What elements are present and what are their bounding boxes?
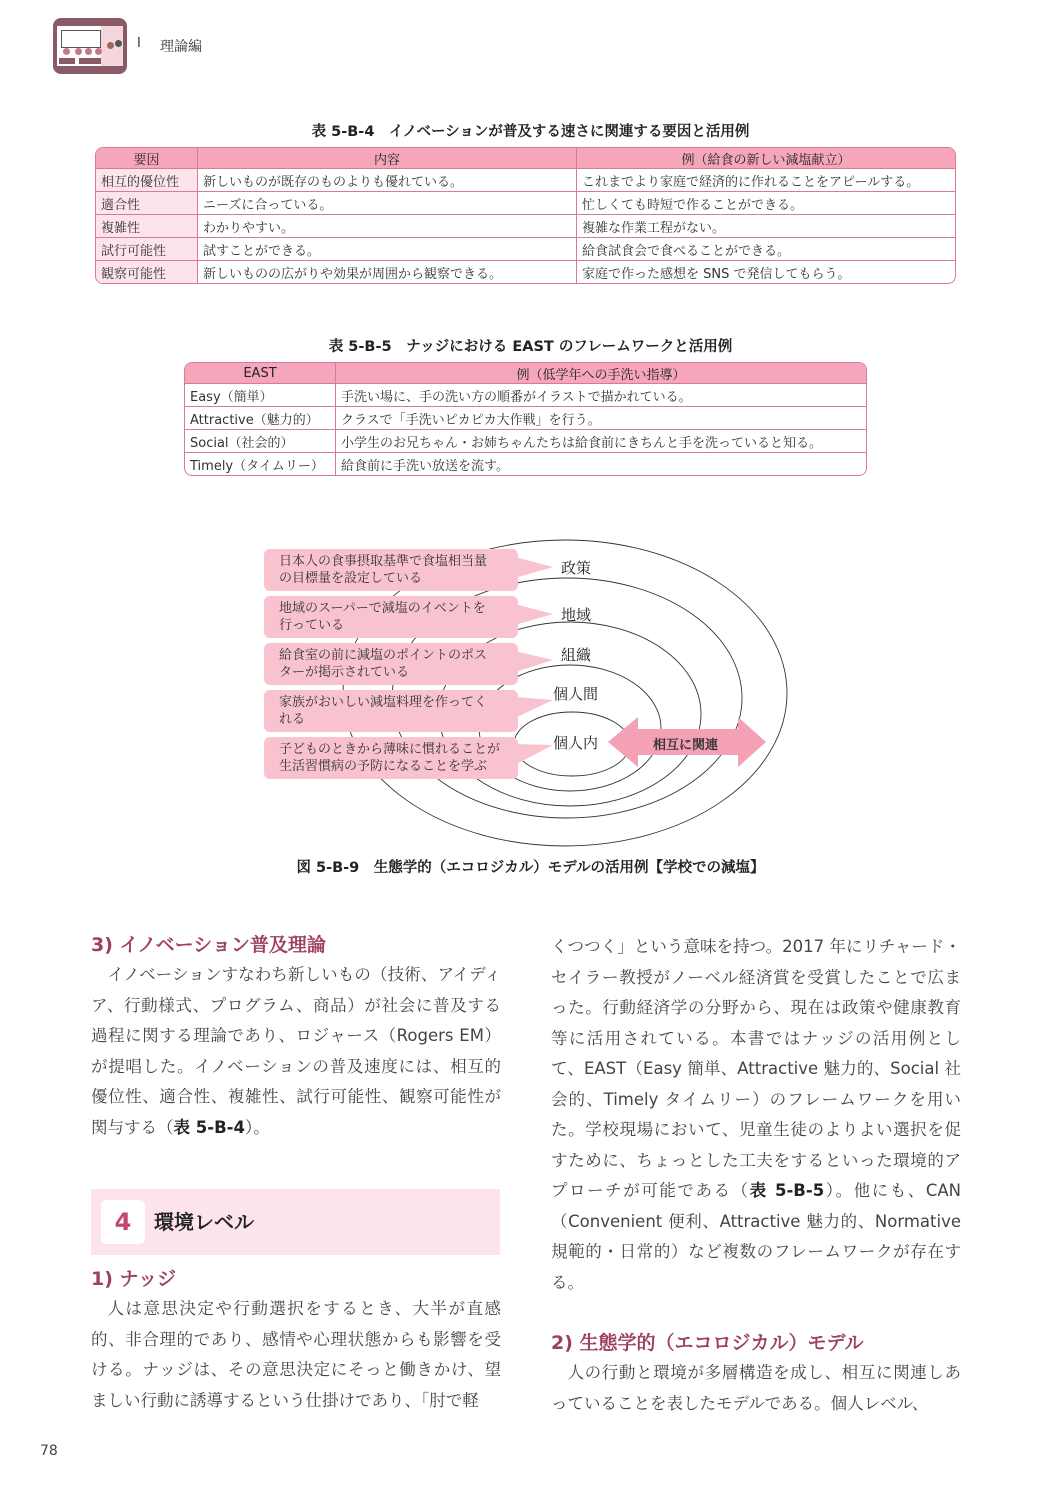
- bubble-pointer: [515, 557, 553, 578]
- example-line: 行っている: [279, 618, 345, 633]
- table1-cell: 複雑な作業工程がない。: [577, 215, 955, 238]
- example-line: 給食室の前に減塩のポイントのポス: [279, 648, 488, 663]
- table2-header: EAST: [185, 363, 336, 384]
- table1-cell: わかりやすい。: [198, 215, 577, 238]
- table1-cell: 新しいものの広がりや効果が周囲から観察できる。: [198, 261, 577, 283]
- table1-cell: 給食試食会で食べることができる。: [577, 238, 955, 261]
- table1-header: 要因: [96, 148, 198, 169]
- table1-cell: ニーズに合っている。: [198, 192, 577, 215]
- section-4-banner: [91, 1189, 500, 1255]
- paragraph-text: くつつく」という意味を持つ。2017 年にリチャード・セイラー教授がノーベル経済賞を受賞したことで広まった。行動経済学の分野から、現在は政策や健康教育等に活用されている。本書ではナッジの活用例として、EAST（Easy 簡単、Attractive 魅力的、Social 社会的、Timely タイムリー）のフレームワークを用いた。学校現場において、児童生徒のよりよい選択を促すために、ちょっとした工夫をするといった環境的アプローチが可能である（: [551, 937, 961, 1200]
- table-reference-link[interactable]: 表 5-B-5: [749, 1181, 825, 1200]
- table1-caption: 表 5-B-4 イノベーションが普及する速さに関連する要因と活用例: [311, 124, 750, 140]
- table2-caption: 表 5-B-5 ナッジにおける EAST のフレームワークと活用例: [328, 339, 733, 355]
- level-example-intrapersonal: [264, 737, 518, 779]
- level-example-organization: [264, 643, 518, 685]
- table2-cell: クラスで「手洗いピカピカ大作戦」を行う。: [336, 407, 866, 430]
- table1-cell: 忙しくても時短で作ることができる。: [577, 192, 955, 215]
- section-heading-ecological: 2) 生態学的（エコロジカル）モデル: [551, 1332, 864, 1354]
- table1-cell: 新しいものが既存のものよりも優れている。: [198, 169, 577, 192]
- example-line: れる: [279, 712, 306, 727]
- example-line: 家族がおいしい減塩料理を作ってく: [279, 695, 488, 710]
- right-column: [551, 932, 961, 1419]
- section-heading-innovation: 3) イノベーション普及理論: [91, 934, 326, 956]
- level-label-organization: 組織: [561, 646, 592, 664]
- section-number: 4: [101, 1200, 145, 1244]
- table1-cell: これまでより家庭で経済的に作れることをアピールする。: [577, 169, 955, 192]
- table2-cell: Timely（タイムリー）: [185, 453, 336, 475]
- arrow-label: 相互に関連: [653, 738, 719, 753]
- level-label-community: 地域: [561, 606, 592, 624]
- bubble-pointer: [515, 604, 553, 625]
- table1-cell: 観察可能性: [96, 261, 198, 283]
- paragraph-nudge-cont: [551, 932, 961, 1298]
- figure-caption: 図 5-B-9 生態学的（エコロジカル）モデルの活用例【学校での減塩】: [296, 860, 765, 876]
- example-line: 日本人の食事摂取基準で食塩相当量: [279, 554, 488, 569]
- table2-cell: 小学生のお兄ちゃん・お姉ちゃんたちは給食前にきちんと手を洗っていると知る。: [336, 430, 866, 453]
- section-title: 環境レベル: [154, 1210, 254, 1234]
- table2-cell: 手洗い場に、手の洗い方の順番がイラストで描かれている。: [336, 384, 866, 407]
- table1-cell: 試行可能性: [96, 238, 198, 261]
- bubble-pointer: [515, 651, 553, 672]
- level-label-interpersonal: 個人間: [553, 685, 599, 703]
- section-heading-nudge: 1) ナッジ: [91, 1268, 177, 1290]
- part-number: I: [137, 36, 141, 51]
- table2-cell: 給食前に手洗い放送を流す。: [341, 458, 509, 474]
- table1-cell: 複雑性: [96, 215, 198, 238]
- table1-header: 例（給食の新しい減塩献立）: [577, 148, 955, 169]
- table1-cell: 相互的優位性: [96, 169, 198, 192]
- paragraph-nudge: 人は意思決定や行動選択をするとき、大半が直感的、非合理的であり、感情や心理状態からも影響を受ける。ナッジは、その意思決定にそっと働きかけ、望ましい行動に誘導するという仕掛けであり、「肘で軽: [91, 1299, 501, 1410]
- level-example-interpersonal: [264, 690, 518, 732]
- table1-cell: 試すことができる。: [198, 238, 577, 261]
- example-line: ターが掲示されている: [279, 665, 410, 680]
- table2-header: 例（低学年への手洗い指導）: [336, 363, 866, 384]
- part-title: 理論編: [160, 39, 202, 55]
- table2-cell: Attractive（魅力的）: [185, 407, 336, 430]
- paragraph-ecological: 人の行動と環境が多層構造を成し、相互に関連しあっていることを表したモデルである。個人レベル、: [551, 1363, 961, 1413]
- level-example-community: [264, 596, 518, 638]
- table2-cell: Social（社会的）: [185, 430, 336, 453]
- level-example-policy: [264, 549, 518, 591]
- table-reference-link[interactable]: 表 5-B-4: [173, 1117, 245, 1137]
- table1-cell: 適合性: [96, 192, 198, 215]
- table2-cell: Easy（簡単）: [185, 384, 336, 407]
- table1-header: 内容: [198, 148, 577, 169]
- example-line: 地域のスーパーで減塩のイベントを: [279, 601, 486, 616]
- example-line: 子どものときから薄味に慣れることが: [279, 742, 501, 757]
- example-line: 生活習慣病の予防になることを学ぶ: [279, 759, 488, 774]
- paragraph-text: ）。他にも、CAN（Convenient 便利、Attractive 魅力的、Normative 規範的・日常的）など複数のフレームワークが存在する。: [551, 1181, 962, 1292]
- page-number: 78: [40, 1443, 58, 1459]
- level-label-intrapersonal: 個人内: [553, 734, 599, 752]
- paragraph-text: イノベーションすなわち新しいもの（技術、アイディア、行動様式、プログラム、商品）が社会に普及する過程に関する理論であり、ロジャース（Rogers EM）が提唱した。イノベーションの普及速度には、相互的優位性、適合性、複雑性、試行可能性、観察可能性が関与する（: [91, 965, 501, 1137]
- table1-cell: 家庭で作った感想を SNS で発信してもらう。: [582, 266, 851, 282]
- bubble-pointer: [515, 744, 553, 765]
- paragraph-text: ）。: [244, 1117, 270, 1137]
- example-line: の目標量を設定している: [279, 571, 423, 586]
- paragraph-innovation: [91, 960, 501, 1143]
- left-column: [91, 930, 501, 1143]
- level-label-policy: 政策: [561, 559, 592, 577]
- left-column-nudge: [91, 1264, 501, 1416]
